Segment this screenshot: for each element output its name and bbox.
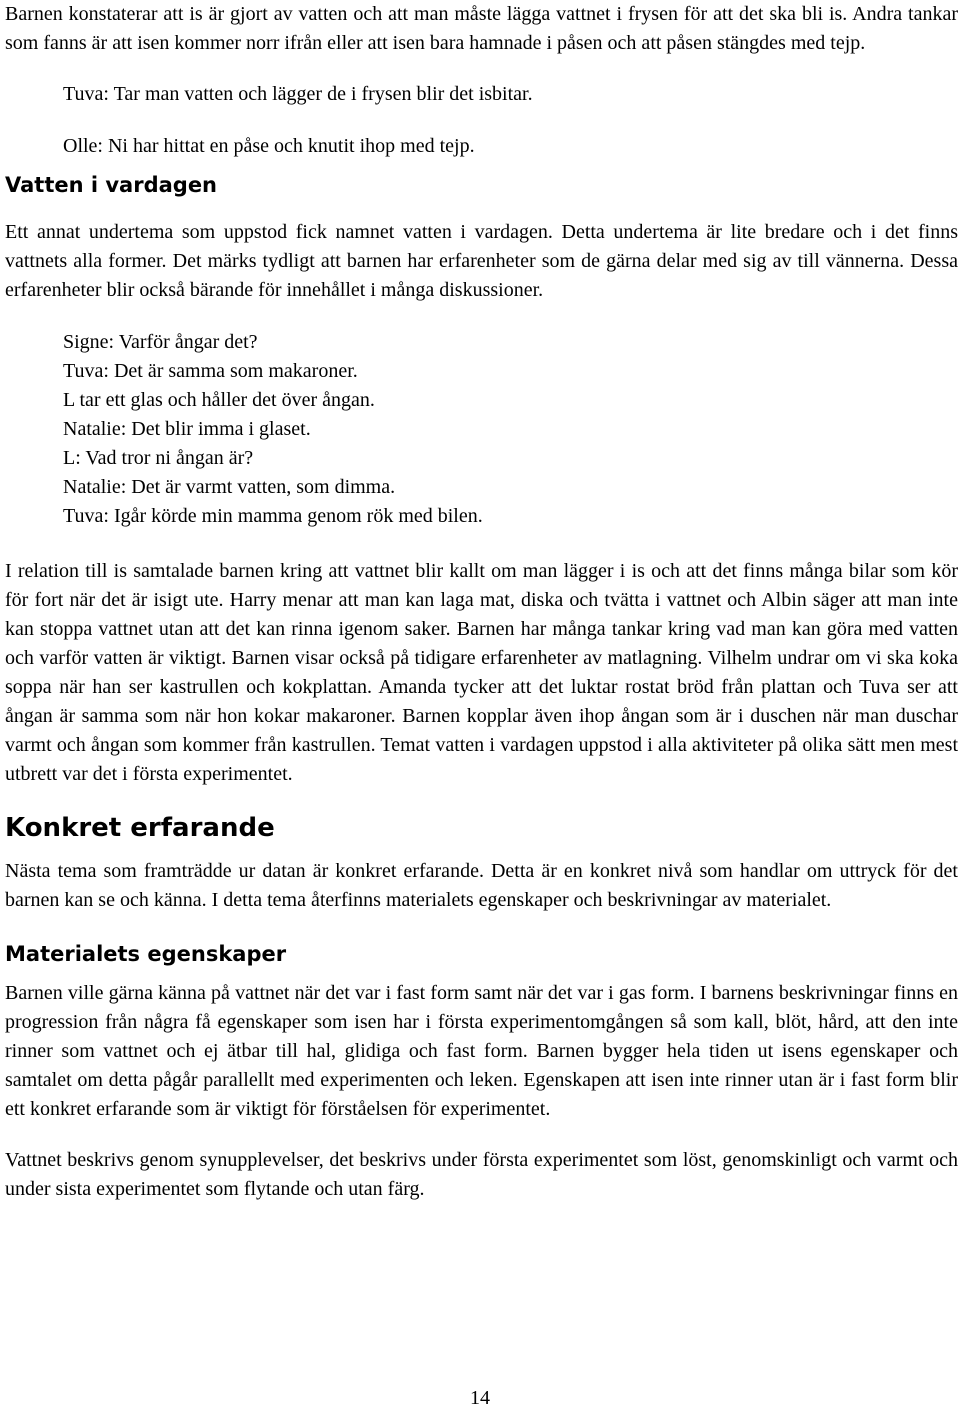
section-heading: Vatten i vardagen <box>5 173 218 197</box>
quote-block <box>63 80 958 161</box>
section-paragraph: Ett annat undertema som uppstod fick namnet vatten i vardagen. Detta undertema är lite bredare och i det finns vattnets alla former. Det märks tydligt att barnen har erfarenheter som de gärna delar med sig av till vännerna. Dessa erfarenheter blir också bärande för innehållet i många diskussioner. <box>5 221 958 301</box>
dialogue-line: Signe: Varför ångar det? <box>63 331 258 353</box>
dialogue-line: Tuva: Igår körde min mamma genom rök med bilen. <box>63 505 483 527</box>
dialogue-line: Natalie: Det blir imma i glaset. <box>63 418 311 440</box>
section-paragraph: Barnen ville gärna känna på vattnet när det var i fast form samt när det var i gas form. I barnens beskrivningar finns en progression från några få egenskaper som isen har i första experimentomgången så som kall, blöt, hård, att den inte rinner som vattnet och ej ätbar till hal, glidiga och fast form. Barnen bygger hela tiden ut isens egenskaper och samtalet om detta pågår parallellt med experimenten och leken. Egenskapen att isen inte rinner utan är i fast form blir ett konkret erfarande som är viktigt för förståelsen för experimentet. <box>5 982 958 1120</box>
dialogue-line: Natalie: Det är varmt vatten, som dimma. <box>63 476 396 498</box>
section-paragraph: I relation till is samtalade barnen kring att vattnet blir kallt om man lägger i is och att det finns många bilar som kör för fort när det är isigt ute. Harry menar att man kan laga mat, diska och tvätta i vattnet och Albin säger att man inte kan stoppa vattnet utan att det kan rinna igenom saker. Barnen har många tankar kring vad man kan göra med vatten och varför vatten är viktigt. Barnen visar också på tidigare erfarenheter av matlagning. Vilhelm undrar om vi ska koka soppa när han ser kastrullen och kokplattan. Amanda tycker att det luktar rostat bröd från plattan och Tuva ser att ångan är samma som när hon kokar makaroner. Barnen kopplar även ihop ångan som är i duschen när man duschar varmt och ångan som kommer från kastrullen. Temat vatten i vardagen uppstod i alla aktiviteter på olika sätt men mest utbrett var det i första experimentet. <box>5 560 958 785</box>
quote-line: Olle: Ni har hittat en påse och knutit ihop med tejp. <box>63 135 475 157</box>
section-heading: Konkret erfarande <box>5 813 275 843</box>
subsection-heading: Materialets egenskaper <box>5 942 287 966</box>
section-paragraph: Nästa tema som framträdde ur datan är konkret erfarande. Detta är en konkret nivå som handlar om uttryck för det barnen kan se och känna. I detta tema återfinns materialets egenskaper och beskrivningar av materialet. <box>5 860 958 911</box>
document-page <box>5 0 958 1204</box>
page-number: 14 <box>470 1387 490 1409</box>
intro-paragraph: Barnen konstaterar att is är gjort av vatten och att man måste lägga vattnet i frysen för att det ska bli is. Andra tankar som fanns är att isen kommer norr ifrån eller att isen bara hamnade i påsen och att påsen stängdes med tejp. <box>5 3 958 54</box>
dialogue-line: L: Vad tror ni ångan är? <box>63 447 254 469</box>
dialogue-line: L tar ett glas och håller det över ångan. <box>63 389 375 411</box>
dialogue-block <box>63 328 958 531</box>
quote-line: Tuva: Tar man vatten och lägger de i frysen blir det isbitar. <box>63 83 533 105</box>
dialogue-line: Tuva: Det är samma som makaroner. <box>63 360 358 382</box>
section-paragraph: Vattnet beskrivs genom synupplevelser, det beskrivs under första experimentet som löst, genomskinligt och varmt och under sista experimentet som flytande och utan färg. <box>5 1149 958 1200</box>
